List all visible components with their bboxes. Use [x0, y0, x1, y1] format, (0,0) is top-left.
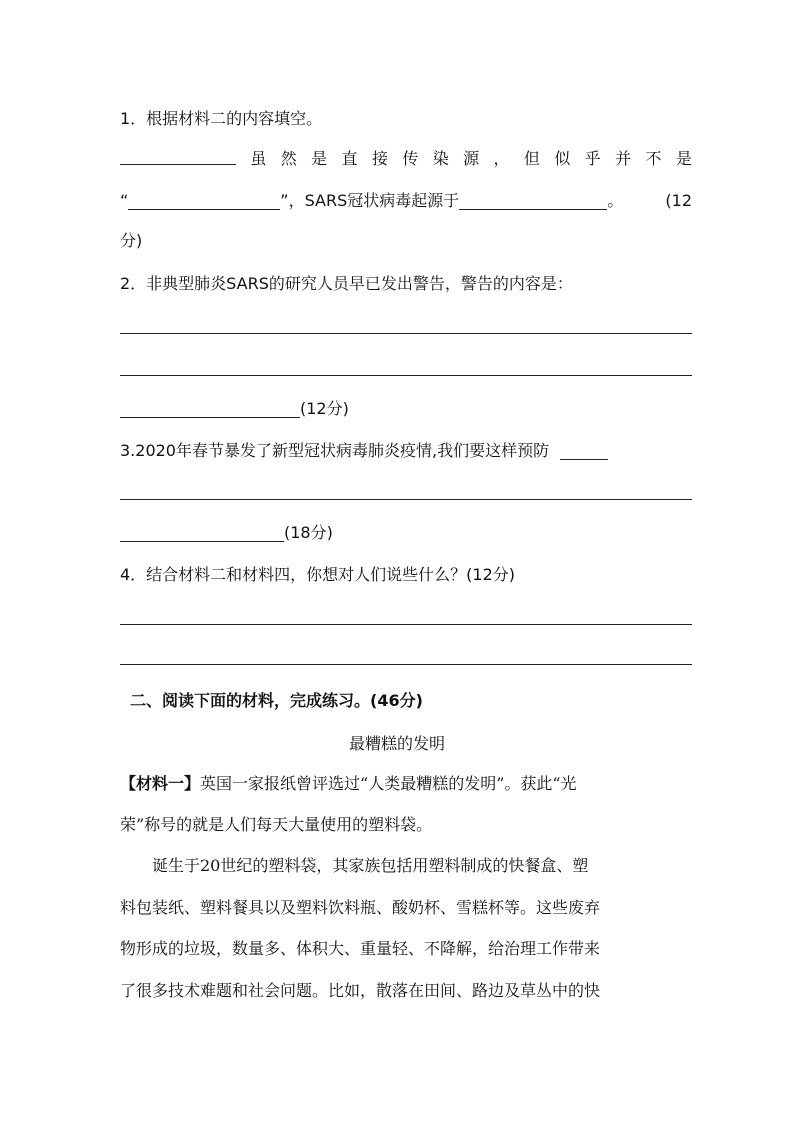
paragraph-line: 了很多技术难题和社会问题。比如，散落在田间、路边及草丛中的快	[120, 981, 601, 1000]
material-1-line-1	[120, 773, 577, 795]
score-label: (12分)	[300, 399, 349, 418]
question-1-score-cont: 分)	[120, 231, 143, 250]
question-1-mid-text: ”，SARS冠状病毒起源于	[280, 191, 460, 210]
answer-line[interactable]	[120, 333, 692, 334]
text-char: 染	[432, 149, 449, 168]
answer-line[interactable]	[120, 624, 692, 625]
question-2-last-line	[120, 398, 349, 420]
period: 。	[607, 191, 624, 210]
text-char: 是	[675, 149, 692, 168]
answer-line[interactable]	[120, 664, 692, 665]
question-1-prompt: 1．根据材料二的内容填空。	[120, 109, 323, 128]
material-1-text: 英国一家报纸曾评选过“人类最糟糕的发明”。获此“光	[200, 774, 577, 793]
question-3-line	[120, 440, 608, 462]
question-2-prompt: 2．非典型肺炎SARS的研究人员早已发出警告，警告的内容是：	[120, 274, 573, 293]
answer-blank[interactable]	[560, 443, 608, 460]
question-3-prompt: 3.2020年春节暴发了新型冠状病毒肺炎疫情,我们要这样预防	[120, 441, 550, 460]
question-1-line-1	[120, 148, 692, 170]
text-char: 传	[402, 149, 419, 168]
text-char: 接	[371, 149, 388, 168]
section-2-heading: 二、阅读下面的材料，完成练习。(46分)	[130, 691, 423, 710]
score-label: (18分)	[284, 523, 333, 542]
question-4-prompt: 4．结合材料二和材料四，你想对人们说些什么？(12分)	[120, 565, 516, 584]
article-title: 最糟糕的发明	[348, 734, 445, 753]
open-quote: “	[120, 191, 129, 210]
text-char: 然	[280, 149, 297, 168]
text-char: 直	[341, 149, 358, 168]
answer-blank[interactable]	[120, 148, 236, 165]
score-label: (12	[665, 191, 692, 210]
question-3-last-line	[120, 522, 333, 544]
answer-blank[interactable]	[459, 193, 607, 210]
text-char: 源	[463, 149, 480, 168]
paragraph-line: 料包装纸、塑料餐具以及塑料饮料瓶、酸奶杯、雪糕杯等。这些废弃	[120, 898, 601, 917]
text-char: 不	[645, 149, 662, 168]
text-char: 是	[311, 149, 328, 168]
text-char: 并	[615, 149, 632, 168]
text-char: 乎	[584, 149, 601, 168]
paragraph-line: 诞生于20世纪的塑料袋，其家族包括用塑料制成的快餐盒、塑	[152, 856, 589, 875]
question-1-line-2	[120, 190, 692, 212]
text-char: 但	[523, 149, 540, 168]
text-char: 虽	[250, 149, 267, 168]
text-char: 似	[554, 149, 571, 168]
text-char: ，	[493, 149, 510, 168]
paragraph-line: 物形成的垃圾，数量多、体积大、重量轻、不降解，给治理工作带来	[120, 939, 601, 958]
material-1-line-2: 荣”称号的就是人们每天大量使用的塑料袋。	[120, 815, 433, 834]
answer-blank[interactable]	[120, 525, 284, 542]
answer-blank[interactable]	[128, 193, 280, 210]
answer-line[interactable]	[120, 375, 692, 376]
answer-blank[interactable]	[120, 401, 300, 418]
answer-line[interactable]	[120, 499, 692, 500]
material-1-tag: 【材料一】	[120, 774, 201, 793]
